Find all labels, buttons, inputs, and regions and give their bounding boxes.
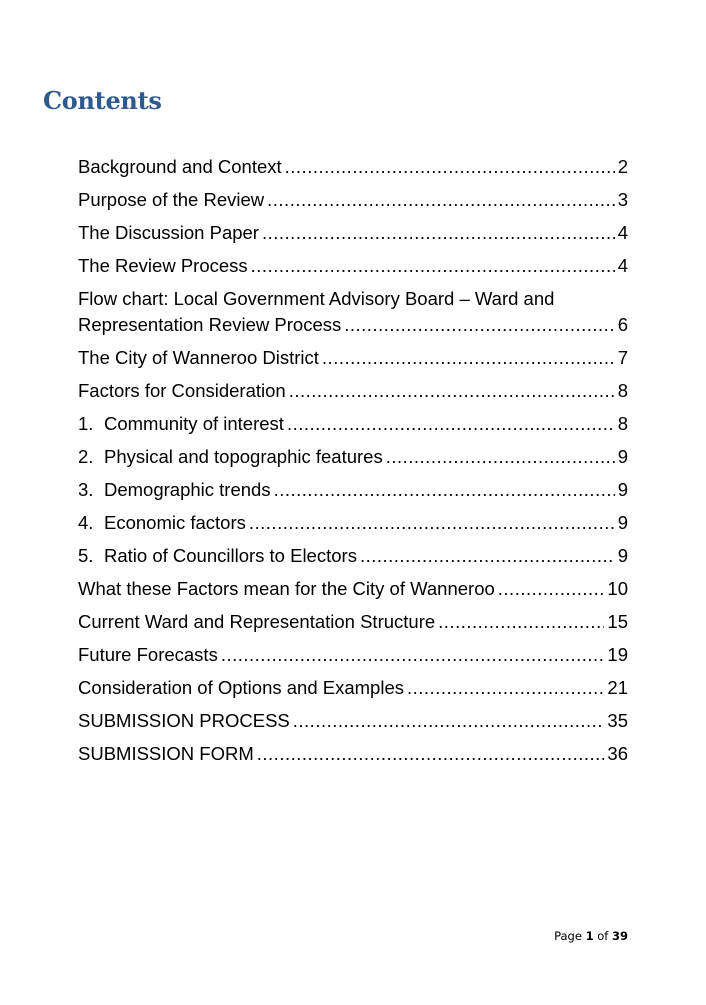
dot-leader: [257, 741, 605, 767]
dot-leader: [360, 543, 615, 569]
toc-entry-title: The City of Wanneroo District: [78, 347, 319, 368]
toc-entry-title-wrap: [78, 444, 383, 470]
toc-entry-title-wrap: [78, 543, 357, 569]
footer-page-word: Page: [554, 929, 582, 943]
toc-entry-title: Demographic trends: [104, 479, 271, 500]
toc-entry-page: 4: [617, 222, 628, 243]
table-of-contents: [78, 154, 628, 774]
dot-leader: [267, 187, 615, 213]
toc-entry-community[interactable]: [78, 411, 628, 437]
toc-entry-page: 7: [617, 347, 628, 368]
toc-entry-title: The Review Process: [78, 255, 248, 276]
dot-leader: [249, 510, 615, 536]
toc-entry-page: 10: [607, 578, 628, 599]
toc-entry-page: 2: [617, 156, 628, 177]
dot-leader: [293, 708, 605, 734]
dot-leader: [285, 154, 615, 180]
toc-entry-submission-process[interactable]: [78, 708, 628, 734]
toc-entry-title: Purpose of the Review: [78, 189, 265, 210]
toc-entry-district[interactable]: [78, 345, 628, 371]
toc-entry-number: 1.: [78, 413, 94, 434]
toc-entry-future-forecasts[interactable]: [78, 642, 628, 668]
toc-entry-options[interactable]: [78, 675, 628, 701]
toc-entry-demographic[interactable]: [78, 477, 628, 503]
footer-current-page: 1: [585, 929, 594, 943]
dot-leader: [438, 609, 604, 635]
toc-entry-title: The Discussion Paper: [78, 222, 259, 243]
toc-entry-factors[interactable]: [78, 378, 628, 404]
dot-leader: [498, 576, 605, 602]
toc-entry-flow-chart[interactable]: [78, 286, 628, 338]
toc-entry-title: Background and Context: [78, 156, 282, 177]
toc-entry-title: What these Factors mean for the City of Wanneroo: [78, 578, 495, 599]
contents-heading: Contents: [43, 86, 162, 115]
toc-entry-page: 9: [617, 446, 628, 467]
toc-entry-title: Factors for Consideration: [78, 380, 286, 401]
toc-entry-title-wrap: [78, 477, 271, 503]
toc-entry-page: 4: [617, 255, 628, 276]
toc-entry-submission-form[interactable]: [78, 741, 628, 767]
toc-entry-page: 19: [607, 644, 628, 665]
toc-entry-title: SUBMISSION PROCESS: [78, 710, 290, 731]
toc-entry-title: Current Ward and Representation Structure: [78, 611, 436, 632]
toc-entry-number: 3.: [78, 479, 94, 500]
toc-entry-page: 9: [617, 512, 628, 533]
toc-entry-physical[interactable]: [78, 444, 628, 470]
toc-entry-title: Physical and topographic features: [104, 446, 383, 467]
toc-entry-ratio[interactable]: [78, 543, 628, 569]
toc-entry-title-line-1: Flow chart: Local Government Advisory Board – Ward and: [78, 288, 555, 309]
toc-entry-page: 21: [607, 677, 628, 698]
toc-entry-title: SUBMISSION FORM: [78, 743, 254, 764]
toc-entry-what-factors-mean[interactable]: [78, 576, 628, 602]
dot-leader: [287, 411, 615, 437]
dot-leader: [407, 675, 604, 701]
dot-leader: [386, 444, 615, 470]
footer-of-word: of: [597, 929, 609, 943]
toc-entry-economic[interactable]: [78, 510, 628, 536]
toc-entry-title: Economic factors: [104, 512, 246, 533]
toc-entry-purpose[interactable]: [78, 187, 628, 213]
toc-entry-page: 8: [617, 380, 628, 401]
toc-entry-page: 36: [607, 743, 628, 764]
toc-entry-page: 8: [617, 413, 628, 434]
dot-leader: [262, 220, 615, 246]
dot-leader: [274, 477, 615, 503]
toc-entry-page: 15: [607, 611, 628, 632]
toc-entry-title-wrap: [78, 411, 284, 437]
toc-entry-current-structure[interactable]: [78, 609, 628, 635]
toc-entry-number: 4.: [78, 512, 94, 533]
toc-entry-discussion-paper[interactable]: [78, 220, 628, 246]
toc-entry-page: 3: [617, 189, 628, 210]
toc-entry-title: Future Forecasts: [78, 644, 218, 665]
toc-entry-title: Ratio of Councillors to Electors: [104, 545, 357, 566]
toc-entry-title-wrap: [78, 510, 246, 536]
toc-entry-title: Consideration of Options and Examples: [78, 677, 404, 698]
toc-entry-number: 5.: [78, 545, 94, 566]
page-footer: [554, 929, 628, 943]
toc-entry-title: Community of interest: [104, 413, 284, 434]
toc-entry-page: 35: [607, 710, 628, 731]
toc-entry-page: 9: [617, 479, 628, 500]
dot-leader: [289, 378, 615, 404]
footer-total-pages: 39: [611, 929, 628, 943]
dot-leader: [221, 642, 605, 668]
toc-entry-number: 2.: [78, 446, 94, 467]
dot-leader: [344, 312, 614, 338]
toc-entry-page: 6: [617, 314, 628, 335]
dot-leader: [322, 345, 615, 371]
toc-entry-background[interactable]: [78, 154, 628, 180]
toc-entry-title-line-2-row: [78, 312, 628, 338]
toc-entry-page: 9: [617, 545, 628, 566]
dot-leader: [251, 253, 615, 279]
toc-entry-title: Representation Review Process: [78, 314, 342, 335]
toc-entry-review-process[interactable]: [78, 253, 628, 279]
